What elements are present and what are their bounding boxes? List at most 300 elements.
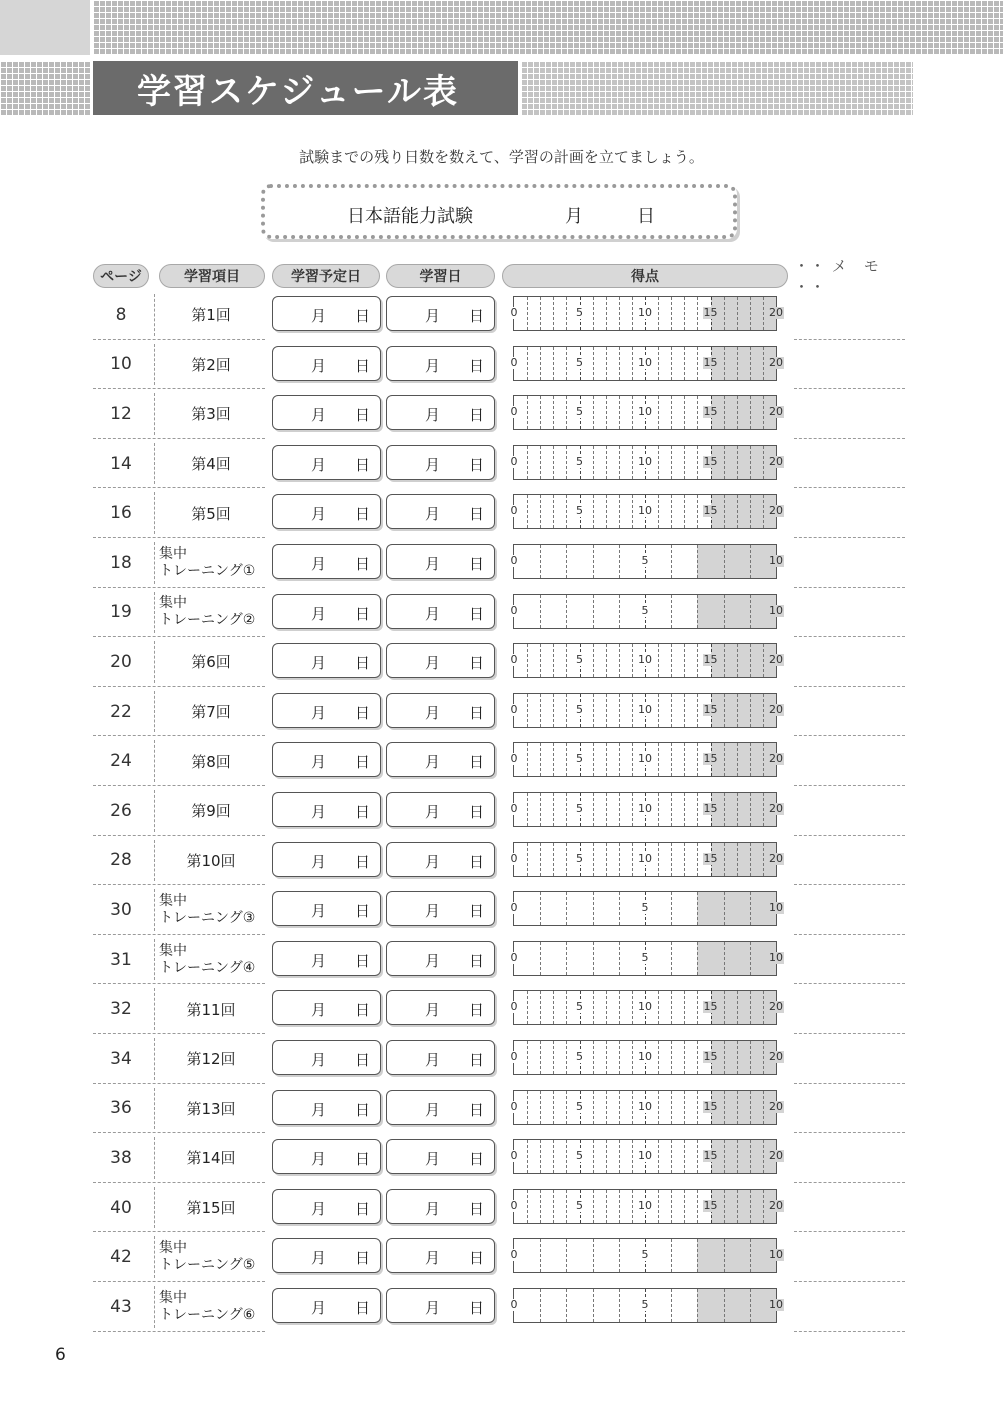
score-tick: [619, 793, 620, 826]
score-tick-label: 5: [576, 1198, 583, 1212]
study-date-box[interactable]: [386, 445, 495, 480]
study-date-box[interactable]: [386, 395, 495, 430]
score-tick: [606, 1190, 607, 1223]
study-date-box[interactable]: [386, 1040, 495, 1075]
schedule-row: [93, 340, 905, 390]
score-tick-label: 0: [510, 355, 518, 369]
score-tick: [606, 694, 607, 727]
month-label: 月: [425, 753, 441, 772]
score-tick-label: 10: [638, 702, 652, 716]
score-tick: [750, 843, 751, 876]
score-tick: [540, 843, 541, 876]
row-page-number: 38: [110, 1147, 132, 1168]
planned-date-box[interactable]: [272, 842, 381, 877]
score-tick: [763, 743, 764, 776]
score-tick: [553, 843, 554, 876]
planned-date-box[interactable]: [272, 494, 381, 529]
score-tick: [671, 446, 672, 479]
planned-date-box[interactable]: [272, 693, 381, 728]
score-tick: [632, 1140, 633, 1173]
score-tick-label: 5: [576, 454, 583, 468]
score-tick: [737, 694, 738, 727]
day-label: 日: [469, 1249, 485, 1268]
schedule-row: [93, 588, 905, 638]
column-divider: [154, 889, 155, 931]
score-tick: [671, 1190, 672, 1223]
score-bar[interactable]: [510, 842, 783, 877]
month-label: 月: [425, 902, 441, 921]
month-label: 月: [425, 703, 441, 722]
score-tick: [606, 1091, 607, 1124]
month-label: 月: [311, 1150, 327, 1169]
month-label: 月: [311, 555, 327, 573]
score-tick: [632, 446, 633, 479]
score-tick-label: 10: [638, 405, 652, 419]
score-tick-label: 15: [703, 1149, 718, 1163]
score-tick-label: 10: [638, 306, 652, 319]
score-tick-label: 10: [638, 752, 652, 766]
month-label: 月: [425, 555, 441, 573]
row-page-number: 14: [110, 453, 132, 474]
score-tick: [763, 446, 764, 479]
score-tick: [619, 545, 620, 578]
score-tick: [553, 1091, 554, 1124]
planned-date-box[interactable]: [272, 643, 381, 678]
row-study-item: [157, 1232, 265, 1282]
month-label: 月: [311, 803, 327, 821]
score-tick: [566, 396, 567, 429]
score-tick: [750, 595, 751, 628]
score-target-shade: [697, 1239, 776, 1272]
score-tick: [593, 942, 594, 975]
row-study-item-line2: トレーニング⑥: [159, 1306, 256, 1323]
score-tick-label: 10: [638, 653, 652, 667]
score-tick: [724, 991, 725, 1024]
planned-date-box[interactable]: [272, 1238, 381, 1273]
score-target-shade: [697, 892, 776, 925]
score-tick-label: 20: [769, 702, 783, 716]
month-label: 月: [425, 1100, 441, 1119]
score-tick: [593, 1041, 594, 1074]
score-tick: [540, 347, 541, 380]
score-tick: [540, 545, 541, 578]
score-tick-label: 20: [769, 752, 783, 766]
score-target-shade: [711, 396, 777, 429]
row-page-number: 40: [110, 1197, 132, 1218]
score-tick: [593, 297, 594, 330]
score-bar[interactable]: [510, 1288, 783, 1323]
score-tick-label: 0: [510, 1050, 518, 1063]
score-tick: [737, 1190, 738, 1223]
score-tick-label: 10: [638, 802, 652, 815]
row-page-number: 32: [110, 999, 132, 1020]
row-study-item-line1: 集中: [159, 892, 187, 909]
score-tick: [763, 297, 764, 330]
study-date-box[interactable]: [386, 1189, 495, 1224]
schedule-row: [93, 389, 905, 439]
score-tick: [540, 495, 541, 528]
header-grid-pattern-left: [0, 61, 90, 115]
month-label: 月: [425, 307, 441, 325]
schedule-row: [93, 736, 905, 786]
row-study-item: [157, 1282, 265, 1332]
score-tick-label: 0: [510, 702, 518, 716]
row-study-item-line2: トレーニング④: [159, 959, 256, 976]
row-page-number: 12: [110, 403, 132, 424]
row-page-number: 34: [110, 1048, 132, 1069]
month-label: 月: [425, 406, 441, 425]
month-label: 月: [425, 1199, 441, 1218]
column-header-study-date: 学習日: [386, 264, 495, 288]
score-tick: [632, 495, 633, 528]
score-bar[interactable]: [510, 891, 783, 926]
score-tick: [658, 743, 659, 776]
score-target-shade: [711, 446, 777, 479]
score-tick: [684, 297, 685, 330]
score-tick: [606, 297, 607, 330]
score-target-shade: [711, 347, 777, 380]
score-tick: [527, 1190, 528, 1223]
planned-date-box[interactable]: [272, 1189, 381, 1224]
score-tick-label: 10: [638, 1050, 652, 1063]
score-tick: [593, 1091, 594, 1124]
memo-line[interactable]: [794, 1331, 905, 1332]
score-tick: [684, 347, 685, 380]
score-tick: [606, 1140, 607, 1173]
study-date-box[interactable]: [386, 1139, 495, 1174]
score-tick: [540, 1289, 541, 1322]
planned-date-box[interactable]: [272, 395, 381, 430]
score-tick: [737, 396, 738, 429]
score-tick: [553, 991, 554, 1024]
column-divider: [154, 691, 155, 733]
score-tick: [606, 495, 607, 528]
row-page-number: 30: [110, 899, 132, 920]
score-tick: [724, 694, 725, 727]
score-tick: [658, 297, 659, 330]
score-tick-label: 0: [510, 1149, 518, 1163]
day-label: 日: [355, 753, 371, 772]
score-tick: [737, 644, 738, 677]
schedule-row: [93, 1084, 905, 1134]
score-tick: [750, 892, 751, 925]
planned-date-box[interactable]: [272, 1288, 381, 1323]
score-bar[interactable]: [510, 792, 783, 827]
score-tick: [593, 1190, 594, 1223]
month-label: 月: [311, 356, 327, 375]
score-tick: [606, 991, 607, 1024]
schedule-row: [93, 1232, 905, 1282]
score-tick: [606, 1041, 607, 1074]
row-study-item: 第7回: [191, 703, 231, 722]
score-bar[interactable]: [510, 296, 783, 331]
planned-date-box[interactable]: [272, 346, 381, 381]
schedule-row: [93, 687, 905, 737]
planned-date-box[interactable]: [272, 742, 381, 777]
score-bar[interactable]: [510, 941, 783, 976]
row-page-number: 19: [110, 602, 132, 623]
score-bar[interactable]: [510, 1189, 783, 1224]
row-study-item: 第13回: [186, 1099, 236, 1118]
score-tick: [724, 595, 725, 628]
score-tick: [684, 694, 685, 727]
row-study-item-line2: トレーニング①: [159, 562, 256, 579]
score-tick-label: 10: [638, 504, 652, 518]
study-date-box[interactable]: [386, 494, 495, 529]
score-tick: [540, 892, 541, 925]
study-date-box[interactable]: [386, 941, 495, 976]
row-study-item: 第4回: [191, 455, 231, 474]
score-tick-label: 0: [510, 1000, 518, 1014]
score-tick: [619, 297, 620, 330]
month-label: 月: [311, 505, 327, 524]
study-date-box[interactable]: [386, 346, 495, 381]
score-tick-label: 20: [769, 306, 783, 319]
score-tick: [737, 1041, 738, 1074]
score-bar[interactable]: [510, 494, 783, 529]
day-label: 日: [469, 1299, 485, 1317]
month-label: 月: [311, 852, 327, 871]
score-tick-label: 5: [641, 554, 649, 567]
score-tick-label: 20: [769, 504, 783, 518]
planned-date-box[interactable]: [272, 1040, 381, 1075]
day-label: 日: [469, 406, 485, 425]
score-tick-label: 20: [769, 355, 783, 369]
column-divider: [154, 592, 155, 634]
score-tick: [593, 892, 594, 925]
header-grid-pattern-top: [93, 0, 1003, 55]
study-date-box[interactable]: [386, 643, 495, 678]
score-tick: [737, 743, 738, 776]
column-header-planned-date: 学習予定日: [272, 264, 380, 288]
column-divider: [154, 840, 155, 882]
score-tick: [658, 843, 659, 876]
score-tick-label: 0: [510, 454, 518, 468]
schedule-row: [93, 290, 905, 340]
score-tick: [671, 595, 672, 628]
day-label: 日: [469, 654, 485, 673]
score-tick: [632, 743, 633, 776]
planned-date-box[interactable]: [272, 792, 381, 827]
score-tick: [763, 694, 764, 727]
study-date-box[interactable]: [386, 990, 495, 1025]
study-date-box[interactable]: [386, 544, 495, 579]
study-date-box[interactable]: [386, 1288, 495, 1323]
month-label: 月: [311, 1051, 327, 1069]
planned-date-box[interactable]: [272, 941, 381, 976]
score-tick: [540, 942, 541, 975]
score-tick-label: 15: [703, 653, 718, 667]
planned-date-box[interactable]: [272, 594, 381, 629]
score-tick-label: 15: [703, 504, 718, 518]
day-label: 日: [355, 654, 371, 673]
score-tick: [566, 446, 567, 479]
score-tick: [671, 545, 672, 578]
score-tick: [671, 892, 672, 925]
score-tick: [527, 743, 528, 776]
day-label: 日: [355, 356, 371, 375]
score-tick: [750, 1091, 751, 1124]
score-target-shade: [711, 1091, 777, 1124]
row-study-item: 第5回: [191, 504, 231, 523]
schedule-row: [93, 836, 905, 886]
score-tick-label: 0: [510, 306, 518, 319]
score-bar[interactable]: [510, 1139, 783, 1174]
schedule-row: [93, 439, 905, 489]
score-tick: [671, 743, 672, 776]
score-tick-label: 0: [510, 653, 518, 667]
score-tick: [684, 446, 685, 479]
row-study-item: 第12回: [186, 1050, 236, 1069]
score-tick-label: 5: [576, 702, 583, 716]
planned-date-box[interactable]: [272, 1139, 381, 1174]
row-study-item: [157, 538, 265, 588]
score-tick: [671, 347, 672, 380]
study-date-box[interactable]: [386, 742, 495, 777]
study-date-box[interactable]: [386, 594, 495, 629]
score-tick: [658, 644, 659, 677]
score-tick: [671, 843, 672, 876]
score-tick-label: 0: [510, 901, 518, 915]
exam-date-box: [261, 184, 737, 239]
study-date-box[interactable]: [386, 792, 495, 827]
score-tick: [540, 446, 541, 479]
score-target-shade: [697, 1289, 776, 1322]
study-date-box[interactable]: [386, 296, 495, 331]
study-date-box[interactable]: [386, 1090, 495, 1125]
score-bar[interactable]: [510, 445, 783, 480]
score-bar[interactable]: [510, 693, 783, 728]
score-tick: [658, 495, 659, 528]
score-bar[interactable]: [510, 346, 783, 381]
row-study-item: 第1回: [191, 306, 231, 325]
score-tick: [566, 1091, 567, 1124]
row-study-item: 第3回: [191, 405, 231, 424]
score-tick: [566, 942, 567, 975]
score-tick: [593, 694, 594, 727]
score-bar[interactable]: [510, 1040, 783, 1075]
score-tick: [606, 446, 607, 479]
schedule-row: [93, 1133, 905, 1183]
score-bar[interactable]: [510, 643, 783, 678]
score-tick: [684, 1190, 685, 1223]
score-tick: [606, 743, 607, 776]
day-label: 日: [355, 703, 371, 722]
planned-date-box[interactable]: [272, 891, 381, 926]
score-tick: [737, 297, 738, 330]
score-bar[interactable]: [510, 1238, 783, 1273]
score-tick: [540, 743, 541, 776]
day-label: 日: [355, 604, 371, 623]
score-tick: [540, 1239, 541, 1272]
score-tick-label: 15: [703, 454, 718, 468]
score-bar[interactable]: [510, 544, 783, 579]
score-tick-label: 5: [576, 802, 583, 815]
score-tick: [750, 1289, 751, 1322]
score-bar[interactable]: [510, 1090, 783, 1125]
planned-date-box[interactable]: [272, 296, 381, 331]
day-label: 日: [469, 1150, 485, 1169]
planned-date-box[interactable]: [272, 544, 381, 579]
study-date-box[interactable]: [386, 842, 495, 877]
month-label: 月: [311, 604, 327, 623]
exam-month-label: 月: [565, 206, 583, 227]
score-tick-label: 10: [638, 1000, 652, 1014]
score-tick: [671, 1289, 672, 1322]
score-tick: [750, 495, 751, 528]
score-tick: [566, 347, 567, 380]
score-tick: [606, 644, 607, 677]
score-tick: [671, 495, 672, 528]
score-tick: [632, 347, 633, 380]
study-date-box[interactable]: [386, 891, 495, 926]
score-tick: [737, 347, 738, 380]
score-tick: [697, 297, 698, 330]
study-date-box[interactable]: [386, 1238, 495, 1273]
score-tick-label: 0: [510, 504, 518, 518]
planned-date-box[interactable]: [272, 990, 381, 1025]
day-label: 日: [469, 307, 485, 325]
planned-date-box[interactable]: [272, 1090, 381, 1125]
score-bar[interactable]: [510, 990, 783, 1025]
row-study-item-line1: 集中: [159, 1289, 187, 1306]
score-tick: [763, 1041, 764, 1074]
month-label: 月: [311, 1001, 327, 1020]
score-tick: [671, 694, 672, 727]
score-tick: [684, 644, 685, 677]
score-tick: [606, 347, 607, 380]
score-tick: [724, 892, 725, 925]
row-page-number: 36: [110, 1098, 132, 1119]
day-label: 日: [469, 703, 485, 722]
planned-date-box[interactable]: [272, 445, 381, 480]
score-tick-label: 20: [769, 1198, 783, 1212]
column-divider: [154, 1088, 155, 1130]
score-tick-label: 10: [638, 454, 652, 468]
score-tick: [750, 991, 751, 1024]
row-study-item: [157, 885, 265, 935]
score-tick: [697, 1289, 698, 1322]
score-tick: [658, 396, 659, 429]
score-tick: [658, 694, 659, 727]
score-tick: [619, 942, 620, 975]
score-tick: [737, 991, 738, 1024]
score-bar[interactable]: [510, 395, 783, 430]
score-tick: [566, 1289, 567, 1322]
score-bar[interactable]: [510, 742, 783, 777]
score-tick: [593, 347, 594, 380]
row-page-number: 28: [110, 850, 132, 871]
score-tick: [527, 495, 528, 528]
day-label: 日: [469, 455, 485, 474]
day-label: 日: [469, 604, 485, 623]
month-label: 月: [425, 1150, 441, 1169]
month-label: 月: [425, 1001, 441, 1020]
score-tick: [566, 644, 567, 677]
score-tick: [527, 793, 528, 826]
score-bar[interactable]: [510, 594, 783, 629]
month-label: 月: [311, 654, 327, 673]
score-tick-label: 5: [576, 851, 583, 865]
score-tick-label: 0: [510, 405, 518, 419]
column-divider: [154, 790, 155, 832]
score-tick: [632, 694, 633, 727]
score-tick: [540, 297, 541, 330]
score-tick: [527, 644, 528, 677]
study-date-box[interactable]: [386, 693, 495, 728]
row-study-item: 第2回: [191, 355, 231, 374]
day-label: 日: [469, 356, 485, 375]
